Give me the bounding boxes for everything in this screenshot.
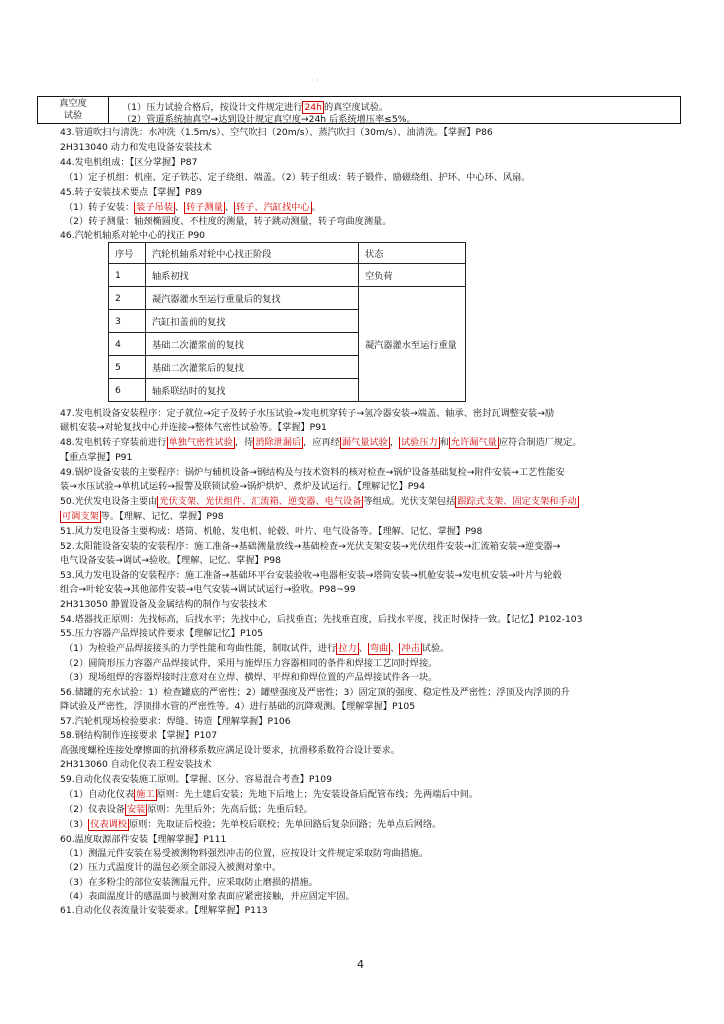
highlight-24h: 24h: [304, 102, 322, 113]
shaft-alignment-table: [108, 242, 466, 402]
decorative-dot: ·: [316, 76, 319, 85]
item-57: 57.汽轮机现场检验要求：焊缝、铸造【理解掌握】P106: [60, 716, 291, 727]
item-51: 51.风力发电设备主要构成：塔筒、机舱、发电机、轮毂、叶片、电气设备等。【理解、记忆、掌握】P98: [60, 526, 483, 537]
item-53-line-1: 53.风力发电设备的安装程序：施工准备→基础环平台安装验收→电器柜安装→塔筒安装→机舱安装→发电机安装→叶片与轮毂: [60, 570, 562, 581]
vacuum-test-label: 真空度 试验: [38, 97, 109, 124]
item-60-1: （1）测温元件安装在易受被测物料强烈冲击的位置，应按设计文件规定采取防弯曲措施。: [64, 848, 429, 859]
item-44-1: （1）定子机组：机座、定子铁芯、定子绕组、端盖。（2）转子组成：转子锻件、励磁绕组、护环、中心环、风扇。: [64, 172, 531, 183]
table-row: 5 基础二次灌浆后的复找: [109, 356, 466, 379]
item-56-line-1: 56.储罐的充水试验：1）检查罐底的严密性；2）罐壁强度及严密性；3）固定顶的强度、稳定性及严密性；浮顶及内浮顶的升: [60, 687, 570, 698]
item-54: 54.塔器找正原则：先找标高，后找水平；先找中心，后找垂直；先找垂直度，后找水平度，找正时保持一致。【记忆】P102-103: [60, 614, 583, 625]
item-55-2: （2）圆筒形压力容器产品焊接试件，采用与施焊压力容器相同的条件和焊接工艺同时焊接。: [64, 658, 438, 669]
item-43: 43.管道吹扫与清洗：水冲洗（1.5m/s）、空气吹扫（20m/s）、蒸汽吹扫（30m/s）、油清洗。【掌握】P86: [60, 127, 493, 138]
table-header-cell: 状态: [359, 243, 466, 264]
item-55-1: （1）为检验产品焊接接头的力学性能和弯曲性能，制取试件，进行 拉力 、 弯曲 、 冲击 试验。: [64, 643, 450, 654]
item-53-line-2: 组合→叶轮安装→其他部件安装→电气安装→调试试运行→验收。P98~99: [60, 584, 356, 595]
item-60-4: （4）表面温度计的感温面与被测对象表面应紧密接触，并应固定牢固。: [64, 891, 355, 902]
item-58: 58.钢结构制作连接要求【掌握】P107: [60, 730, 218, 741]
item-47-line-1: 47.发电机设备安装程序：定子就位→定子及转子水压试验→发电机穿转子→氢冷器安装→端盖、轴承、密封瓦调整安装→励: [60, 408, 555, 419]
state-empty-load: 空负荷: [359, 264, 466, 287]
table-row: 3 汽缸扣盖前的复找: [109, 310, 466, 333]
vacuum-test-row-2: （2）管道系统抽真空→达到设计规定真空度→24h 后系统增压率≤5%。: [122, 114, 416, 125]
item-55-3: （3）现场组焊的容器焊接时注意对在立焊、横焊、平焊和仰焊位置的产品焊接试件各一块。: [64, 672, 438, 683]
item-59-1: （1）自动化仪表 施工 原则：先土建后安装；先地下后地上；先安装设备后配管布线；先两端后中间。: [64, 789, 479, 800]
item-59: 59.自动化仪表安装施工原则。【掌握、区分、容易混合考查】P109: [60, 774, 332, 785]
item-56-line-2: 降试验及严密性，浮顶排水管的严密性等。4）进行基础的沉降观测。【理解掌握】P105: [60, 701, 416, 712]
item-45-2: （2）转子测量：轴颈椭圆度、不柱度的测量，转子跳动测量，转子弯曲度测量。: [64, 216, 392, 227]
table-header-cell: 序号: [109, 243, 146, 264]
vacuum-test-table: [37, 96, 681, 124]
section-heading-2h313060: 2H313060 自动化仪表工程安装技术: [60, 759, 212, 770]
item-50-line-2: 可调支架 等。【理解、记忆、掌握】P98: [62, 511, 224, 522]
item-44: 44.发电机组成：【区分掌握】P87: [60, 157, 198, 168]
item-60-2: （2）压力式温度计的温包必须全部浸入被测对象中。: [64, 862, 282, 873]
table-header-cell: 汽轮机轴系对轮中心找正阶段: [146, 243, 359, 264]
vacuum-test-row-1: （1）压力试验合格后，按设计文件规定进行 24h 的真空度试验。: [122, 102, 389, 113]
section-heading-2h313040: 2H313040 动力和发电设备安装技术: [60, 142, 212, 153]
table-row: 2 凝汽器灌水至运行重量后的复找 凝汽器灌水至运行重量: [109, 287, 466, 310]
item-46: 46.汽轮机轴系对轮中心的找正 P90: [60, 230, 206, 241]
item-59-3: （3） 仪表调校 原则：先取证后校验；先单校后联校；先单回路后复杂回路；先单点后网络。: [64, 819, 442, 830]
item-49-line-1: 49.锅炉设备安装的主要程序：锅炉与辅机设备→钢结构及与技术资料的核对检查→锅炉设备基础复检→附件安装→工艺性能安: [60, 467, 565, 478]
section-heading-2h313050: 2H313050 静置设备及金属结构的制作与安装技术: [60, 599, 267, 610]
item-48-tag: 【重点掌握】P91: [60, 452, 133, 463]
item-59-2: （2）仪表设备 安装 原则：先里后外；先高后低；先重后轻。: [64, 804, 313, 815]
table-row: 4 基础二次灌浆前的复找: [109, 333, 466, 356]
item-50-line-1: 50.光伏发电设备主要由 光伏支架、光伏组件、汇流箱、逆变器、电气设备 等组成。光伏支架包括 跟踪式支架、固定支架和手动: [60, 496, 577, 507]
table-row: 1 轴系初找 空负荷: [109, 264, 466, 287]
item-60: 60.温度取源部件安装【理解掌握】P111: [60, 834, 227, 845]
item-60-3: （3）在多粉尘的部位安装测温元件，应采取防止磨损的措施。: [64, 877, 318, 888]
state-full-load: 凝汽器灌水至运行重量: [359, 287, 466, 402]
table-header-row: [109, 243, 466, 264]
item-58-detail: 高强度螺栓连接处摩擦面的抗滑移系数应满足设计要求，抗滑移系数符合设计要求。: [60, 745, 400, 756]
item-49-line-2: 装→水压试验→单机试运转→报警及联锁试验→锅炉烘炉、煮炉及试运行。【理解记忆】P94: [60, 481, 425, 492]
item-45-1: （1）转子安装： 装子吊装 、 转子测量 、 转子、汽缸找中心 。: [64, 202, 321, 213]
item-55: 55.压力容器产品焊接试件要求【理解记忆】P105: [60, 628, 264, 639]
item-48: 48.发电机转子穿装前进行 单独气密性试验 ，待 消除泄漏后 ，应再经 漏气量试验 ， 试验压力 和 允许漏气量 应符合制造厂规定。: [60, 437, 582, 448]
item-47-line-2: 磁机安装→对轮复找中心并连接→整体气密性试验等。【掌握】P91: [60, 422, 327, 433]
item-52-line-1: 52.太阳能设备安装的安装程序：施工准备→基础测量放线→基础检查→光伏支架安装→光伏组件安装→汇流箱安装→逆变器→: [60, 541, 561, 552]
table-row: 6 轴系联结时的复找: [109, 379, 466, 402]
page-number: 4: [357, 958, 364, 971]
item-52-line-2: 电气设备安装→调试→验收。【理解、记忆、掌握】P98: [60, 555, 281, 566]
item-45: 45.转子安装技术要点【掌握】P89: [60, 187, 203, 198]
item-61: 61.自动化仪表流量计安装要求。【理解掌握】P113: [60, 905, 268, 916]
